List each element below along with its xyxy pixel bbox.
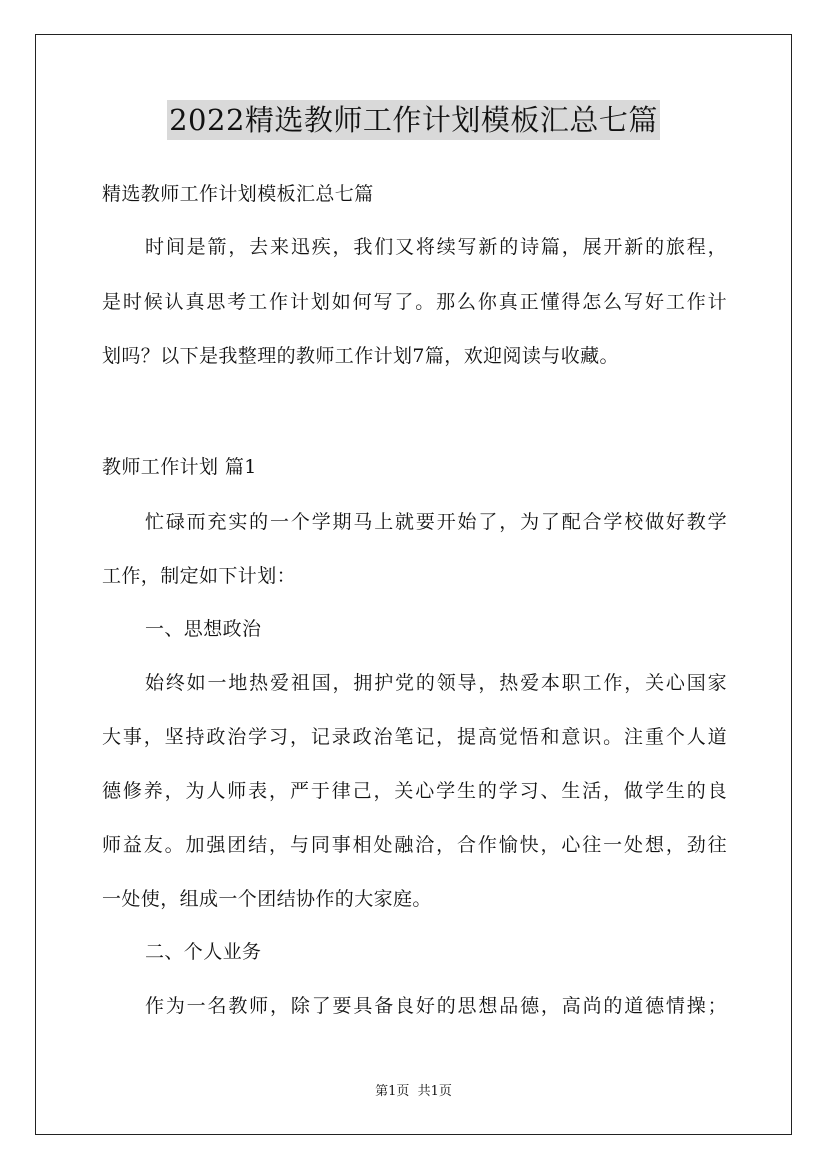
paragraph-line: 始终如一地热爱祖国，拥护党的领导，热爱本职工作，关心国家 bbox=[145, 672, 727, 694]
intro-line-3: 划吗？以下是我整理的教师工作计划7篇，欢迎阅读与收藏。 bbox=[102, 345, 619, 367]
subheading-politics: 一、思想政治 bbox=[145, 618, 262, 640]
paragraph-line: 作为一名教师，除了要具备良好的思想品德，高尚的道德情操； bbox=[145, 995, 727, 1017]
paragraph-line: 德修养，为人师表，严于律己，关心学生的学习、生活，做学生的良 bbox=[102, 780, 727, 802]
paragraph-line: 一处使，组成一个团结协作的大家庭。 bbox=[102, 888, 432, 910]
paragraph-line: 大事，坚持政治学习，记录政治笔记，提高觉悟和意识。注重个人道 bbox=[102, 726, 727, 748]
paragraph-line: 师益友。加强团结，与同事相处融洽，合作愉快，心往一处想，劲往 bbox=[102, 834, 727, 856]
paragraph-line: 忙碌而充实的一个学期马上就要开始了，为了配合学校做好教学 bbox=[145, 511, 727, 533]
subheading-business: 二、个人业务 bbox=[145, 941, 262, 963]
page-total: 共1页 bbox=[417, 1084, 452, 1099]
intro-line-2: 是时候认真思考工作计划如何写了。那么你真正懂得怎么写好工作计 bbox=[102, 291, 727, 313]
page-number: 第1页 bbox=[375, 1084, 410, 1099]
document-subtitle: 精选教师工作计划模板汇总七篇 bbox=[102, 183, 374, 205]
page-footer bbox=[0, 1083, 827, 1101]
paragraph-line: 工作，制定如下计划： bbox=[102, 565, 297, 587]
section-heading: 教师工作计划 篇1 bbox=[102, 456, 257, 478]
title-container bbox=[0, 100, 827, 140]
document-title: 2022精选教师工作计划模板汇总七篇 bbox=[167, 100, 660, 140]
intro-line-1: 时间是箭，去来迅疾，我们又将续写新的诗篇，展开新的旅程， bbox=[145, 236, 727, 258]
